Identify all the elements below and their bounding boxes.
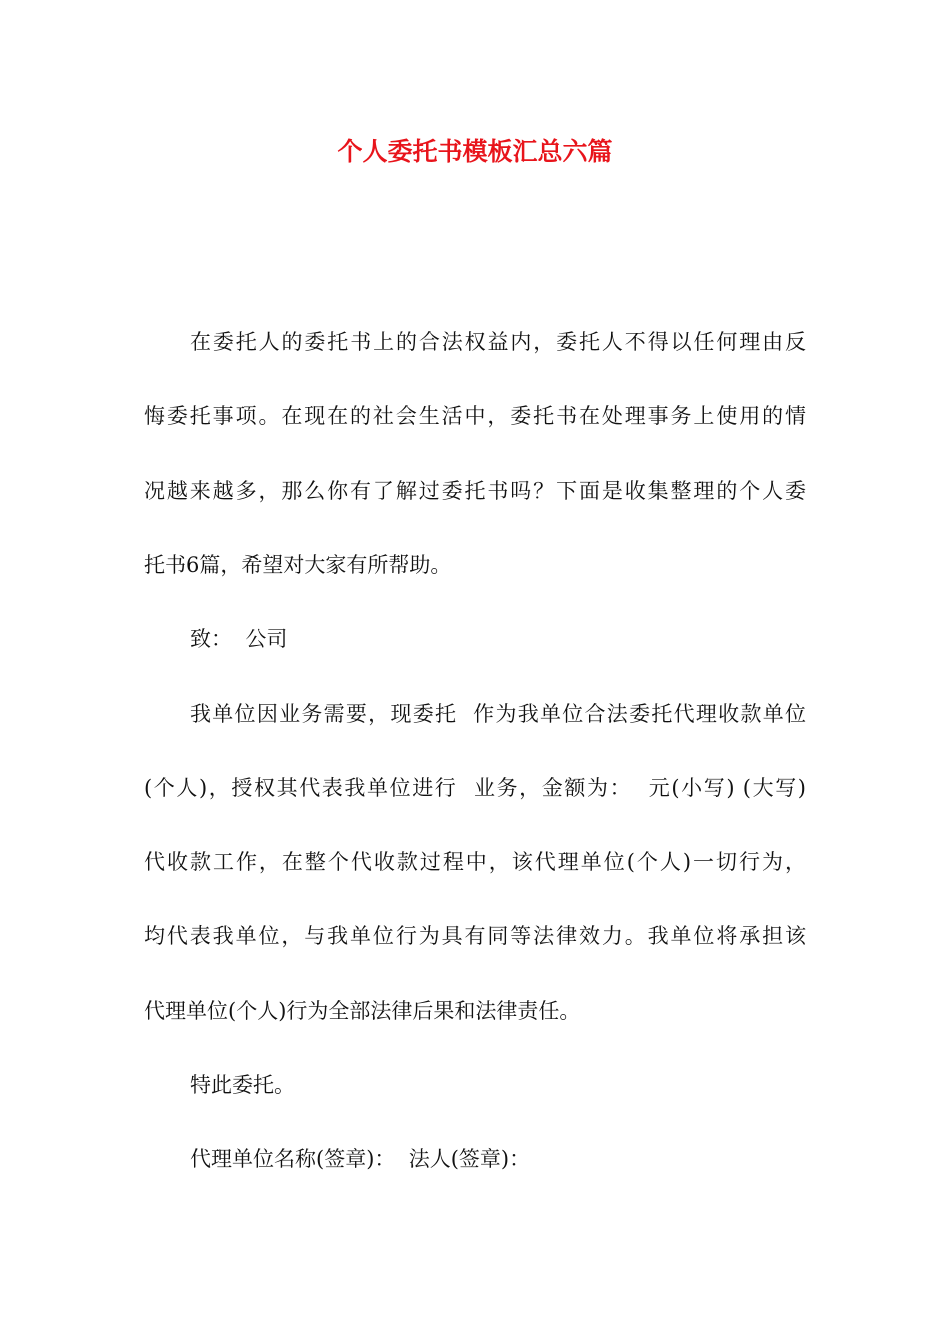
body-line-1-text: 我单位因业务需要，现委托 作为我单位合法委托代理收款单位 [190, 702, 806, 726]
body-line-5: 代理单位(个人)行为全部法律后果和法律责任。 [144, 999, 581, 1023]
body-line-1 [190, 696, 806, 732]
body-line-3-text: 代收款工作，在整个代收款过程中，该代理单位(个人)一切行为， [144, 850, 806, 874]
signature-line: 代理单位名称(签章)： 法人(签章)： [190, 1147, 531, 1171]
salutation: 致： 公司 [190, 627, 288, 651]
intro-line-1 [190, 324, 806, 360]
intro-line-2-text: 悔委托事项。在现在的社会生活中，委托书在处理事务上使用的情 [144, 404, 806, 428]
intro-line-2 [144, 398, 806, 434]
intro-line-1-text: 在委托人的委托书上的合法权益内，委托人不得以任何理由反 [190, 330, 806, 354]
body-line-2 [144, 770, 806, 806]
body-line-4-text: 均代表我单位，与我单位行为具有同等法律效力。我单位将承担该 [144, 924, 806, 948]
body-line-2-text: (个人)，授权其代表我单位进行 业务，金额为： 元(小写) (大写) [144, 776, 806, 800]
body-line-3 [144, 844, 806, 880]
intro-line-3-text: 况越来越多，那么你有了解过委托书吗？下面是收集整理的个人委 [144, 479, 806, 503]
intro-line-4: 托书6篇，希望对大家有所帮助。 [144, 553, 452, 577]
closing-text: 特此委托。 [190, 1073, 295, 1097]
intro-line-3 [144, 473, 806, 509]
body-line-4 [144, 918, 806, 954]
page-title: 个人委托书模板汇总六篇 [337, 137, 613, 166]
